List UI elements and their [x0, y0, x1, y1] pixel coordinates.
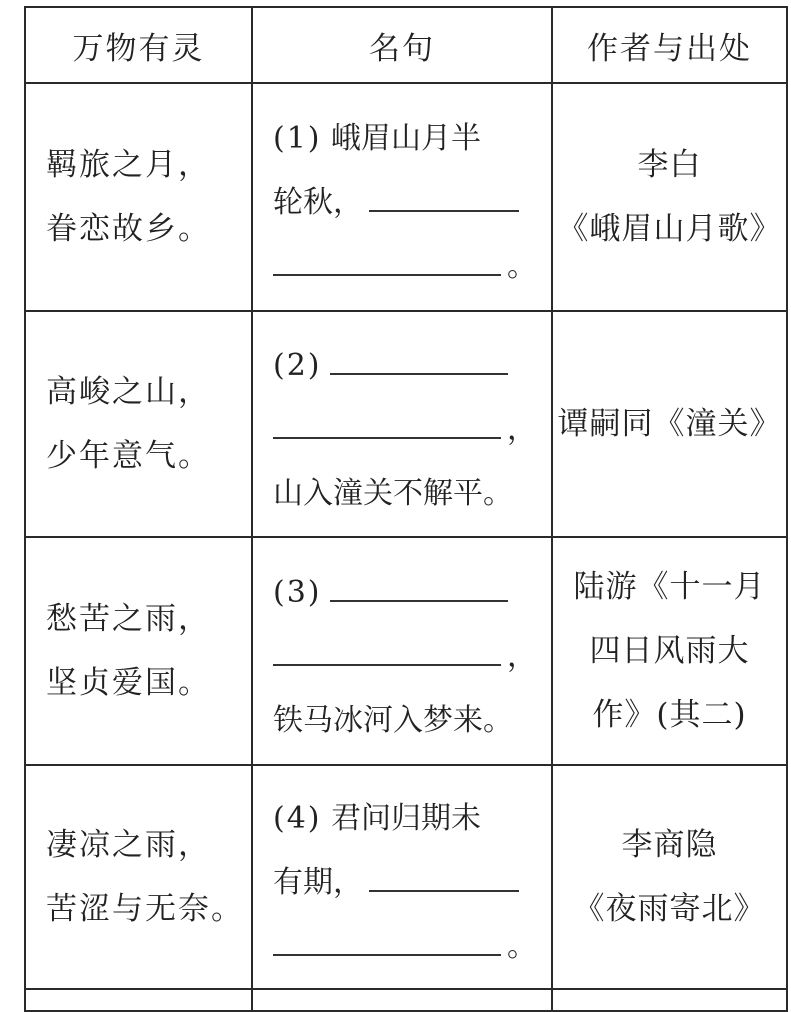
empty-cell	[252, 989, 552, 1011]
table-row	[25, 765, 787, 989]
author-line: 作》(其二)	[592, 697, 747, 733]
quote-punct: ，	[507, 412, 537, 447]
table-row-partial	[25, 989, 787, 1011]
quote-punct: 。	[507, 929, 537, 964]
question-number: (1)	[273, 121, 322, 156]
table-row	[25, 83, 787, 311]
author-line: 《夜雨寄北》	[573, 891, 766, 927]
author-cell	[552, 537, 787, 765]
empty-cell	[25, 989, 252, 1011]
quote-cell	[252, 83, 552, 311]
poem-fill-table	[24, 6, 788, 1012]
theme-line: 苦涩与无奈。	[46, 891, 244, 927]
answer-blank[interactable]	[273, 244, 501, 276]
author-line: 李商隐	[621, 827, 718, 863]
answer-blank[interactable]	[369, 180, 519, 212]
author-cell	[552, 765, 787, 989]
quote-cell	[252, 537, 552, 765]
quote-text: 有期，	[273, 865, 363, 900]
theme-cell	[25, 311, 252, 537]
theme-cell	[25, 83, 252, 311]
quote-text: 山入潼关不解平。	[273, 476, 513, 511]
table-row	[25, 537, 787, 765]
question-number: (4)	[273, 801, 322, 836]
theme-cell	[25, 765, 252, 989]
theme-line: 羁旅之月，	[46, 147, 211, 183]
answer-blank[interactable]	[273, 407, 501, 439]
theme-cell	[25, 537, 252, 765]
quote-cell	[252, 765, 552, 989]
theme-line: 眷恋故乡。	[46, 211, 211, 247]
empty-cell	[552, 989, 787, 1011]
answer-blank[interactable]	[330, 343, 508, 375]
header-row	[25, 7, 787, 83]
author-line: 陆游《十一月	[573, 569, 766, 605]
theme-line: 高峻之山，	[46, 374, 211, 410]
question-number: (2)	[273, 348, 322, 383]
header-quote: 名句	[252, 7, 552, 83]
table-row	[25, 311, 787, 537]
author-cell	[552, 83, 787, 311]
header-theme: 万物有灵	[25, 7, 252, 83]
answer-blank[interactable]	[330, 570, 508, 602]
quote-text: 君问归期未	[331, 801, 482, 836]
theme-line: 凄凉之雨，	[46, 827, 211, 863]
quote-punct: 。	[507, 249, 537, 284]
quote-cell	[252, 311, 552, 537]
author-line: 谭嗣同《潼关》	[557, 406, 782, 442]
author-line: 《峨眉山月歌》	[557, 211, 782, 247]
quote-punct: ，	[507, 639, 537, 674]
author-cell	[552, 311, 787, 537]
author-line: 李白	[637, 147, 702, 183]
answer-blank[interactable]	[369, 860, 519, 892]
question-number: (3)	[273, 575, 322, 610]
theme-line: 少年意气。	[46, 438, 211, 474]
header-author: 作者与出处	[552, 7, 787, 83]
quote-text: 铁马冰河入梦来。	[273, 703, 513, 738]
author-line: 四日风雨大	[589, 633, 750, 669]
answer-blank[interactable]	[273, 634, 501, 666]
theme-line: 坚贞爱国。	[46, 665, 211, 701]
answer-blank[interactable]	[273, 924, 501, 956]
quote-text: 轮秋，	[273, 185, 363, 220]
theme-line: 愁苦之雨，	[46, 601, 211, 637]
quote-text: 峨眉山月半	[331, 121, 482, 156]
